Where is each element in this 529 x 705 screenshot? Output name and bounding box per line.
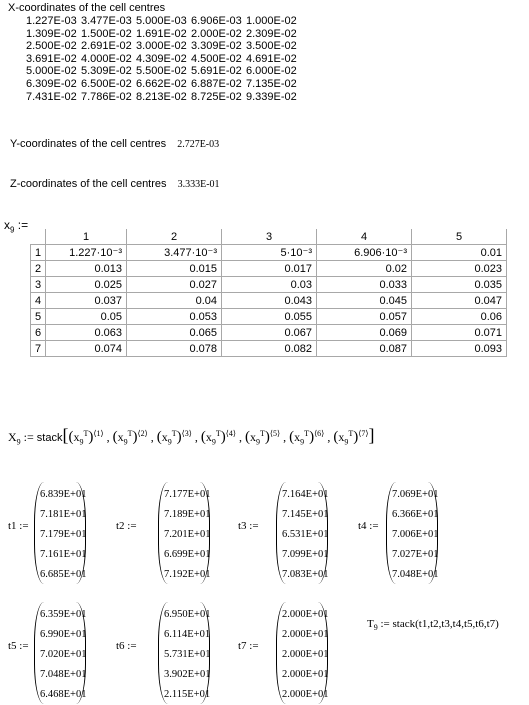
x-coord-value: 7.431E-02 (26, 90, 77, 103)
matrix-cell[interactable]: 0.071 (412, 325, 507, 341)
z-coordinates-title: Z-coordinates of the cell centres (10, 178, 167, 190)
matrix-cell[interactable]: 0.045 (317, 293, 412, 309)
vector-value: 6.685E+01 (40, 569, 87, 580)
matrix-cell[interactable]: 0.033 (317, 277, 412, 293)
matrix-cell[interactable]: 0.065 (127, 325, 222, 341)
vector-value: 7.006E+01 (392, 529, 439, 540)
vector-label: t5 := (8, 640, 29, 652)
x-coord-value: 3.000E-02 (136, 40, 187, 53)
matrix-row-header: 2 (31, 261, 46, 277)
matrix-cell[interactable]: 1.227·10⁻³ (46, 245, 127, 261)
x-coord-value: 3.477E-03 (81, 15, 132, 27)
matrix-row-header: 6 (31, 325, 46, 341)
matrix-row (31, 293, 507, 309)
vector-value: 7.189E+01 (164, 509, 211, 520)
vector-values (282, 485, 328, 585)
x-coord-value: 5.691E-02 (191, 65, 242, 78)
matrix-cell[interactable]: 0.017 (222, 261, 317, 277)
matrix-cell[interactable]: 0.078 (127, 341, 222, 357)
x-coord-value: 2.500E-02 (26, 40, 77, 53)
vector-value: 2.000E+01 (282, 689, 329, 700)
x-coord-value: 9.339E-02 (246, 90, 297, 103)
x9-matrix-table[interactable] (30, 229, 507, 357)
matrix-cell[interactable]: 0.035 (412, 277, 507, 293)
x-coord-value: 7.135E-02 (246, 77, 297, 90)
x-coord-value: 8.725E-02 (191, 90, 242, 103)
vector-value: 7.083E+01 (282, 569, 329, 580)
x-coord-value: 6.887E-02 (191, 77, 242, 90)
x9-stack-expression[interactable]: $X_9$ := $stack[(x_9^T)^{⟨1⟩}$ , $(x_9^T)^{⟨2⟩}$ , $(x_9^T)^{⟨3⟩}$ , $(x_9^T)^{⟨4⟩}$ , $(x_9^T)^{⟨5⟩}$ , $(x_9^T)^{⟨6⟩}$ , $(x_9^T)^{⟨7⟩}$] (8, 425, 375, 447)
matrix-row (31, 309, 507, 325)
matrix-cell[interactable]: 5·10⁻³ (222, 245, 317, 261)
matrix-col-header: 5 (412, 229, 507, 245)
x-coord-row (26, 53, 301, 66)
matrix-cell[interactable]: 0.015 (127, 261, 222, 277)
matrix-cell[interactable]: 0.01 (412, 245, 507, 261)
matrix-col-header: 2 (127, 229, 222, 245)
matrix-col-header: 1 (46, 229, 127, 245)
matrix-cell[interactable]: 0.05 (46, 309, 127, 325)
matrix-row (31, 325, 507, 341)
x-coord-value: 2.309E-02 (246, 27, 297, 40)
vector-values (164, 605, 210, 705)
vector-value: 6.531E+01 (282, 529, 329, 540)
vector-value: 7.145E+01 (282, 509, 329, 520)
vector-value: 7.048E+01 (392, 569, 439, 580)
vector-value: 2.000E+01 (282, 609, 329, 620)
x-coord-value: 7.786E-02 (81, 90, 132, 103)
matrix-cell[interactable]: 0.027 (127, 277, 222, 293)
x-coord-value: 1.309E-02 (26, 27, 77, 40)
matrix-row (31, 261, 507, 277)
x-coord-row (26, 28, 301, 41)
matrix-cell[interactable]: 0.023 (412, 261, 507, 277)
matrix-cell[interactable]: 3.477·10⁻³ (127, 245, 222, 261)
x-coord-value: 4.500E-02 (191, 52, 242, 65)
vector-value: 6.114E+01 (164, 629, 211, 640)
x-coord-value: 2.691E-02 (81, 40, 132, 53)
matrix-cell[interactable]: 0.06 (412, 309, 507, 325)
vector-label: t1 := (8, 520, 29, 532)
vector-value: 7.048E+01 (40, 669, 87, 680)
x-coordinates-title: X-coordinates of the cell centres (8, 2, 166, 14)
vector-value: 7.179E+01 (40, 529, 87, 540)
z-coordinates-line (10, 178, 220, 190)
vector-label: t7 := (238, 640, 259, 652)
vector-label: t4 := (358, 520, 379, 532)
x-coord-value: 3.500E-02 (246, 40, 297, 53)
vector-value: 6.699E+01 (164, 549, 211, 560)
vector-value: 6.366E+01 (392, 509, 439, 520)
y-coordinates-value: 2.727E-03 (177, 139, 220, 150)
vector-value: 7.164E+01 (282, 489, 329, 500)
y-coordinates-title: Y-coordinates of the cell centres (10, 138, 167, 150)
matrix-cell[interactable]: 0.013 (46, 261, 127, 277)
x9-matrix-label: $x_9$ := (4, 218, 29, 235)
x-coord-value: 8.213E-02 (136, 90, 187, 103)
x-coord-value: 6.500E-02 (81, 77, 132, 90)
matrix-cell[interactable]: 6.906·10⁻³ (317, 245, 412, 261)
vector-value: 6.950E+01 (164, 609, 211, 620)
matrix-row-header: 1 (31, 245, 46, 261)
matrix-cell[interactable]: 0.037 (46, 293, 127, 309)
x-coord-value: 5.000E-03 (136, 15, 187, 27)
x-coord-value: 2.000E-02 (191, 27, 242, 40)
vector-values (164, 485, 210, 585)
matrix-col-header: 3 (222, 229, 317, 245)
z-coordinates-value: 3.333E-01 (177, 179, 220, 190)
vector-value: 6.468E+01 (40, 689, 87, 700)
vector-label: t2 := (116, 520, 137, 532)
matrix-cell[interactable]: 0.02 (317, 261, 412, 277)
matrix-cell[interactable]: 0.082 (222, 341, 317, 357)
matrix-row (31, 277, 507, 293)
matrix-cell[interactable]: 0.03 (222, 277, 317, 293)
matrix-cell[interactable]: 0.025 (46, 277, 127, 293)
x-coord-row (26, 40, 301, 53)
x-coord-value: 1.000E-02 (246, 15, 297, 27)
x-coord-value: 1.691E-02 (136, 27, 187, 40)
matrix-row-header: 3 (31, 277, 46, 293)
matrix-cell[interactable]: 0.055 (222, 309, 317, 325)
matrix-cell[interactable]: 0.053 (127, 309, 222, 325)
x-coord-value: 3.309E-02 (191, 40, 242, 53)
matrix-cell[interactable]: 0.057 (317, 309, 412, 325)
matrix-cell[interactable]: 0.04 (127, 293, 222, 309)
matrix-cell[interactable]: 0.074 (46, 341, 127, 357)
vector-value: 2.000E+01 (282, 629, 329, 640)
vector-value: 2.000E+01 (282, 649, 329, 660)
y-coordinates-line (10, 138, 219, 150)
vector-value: 7.099E+01 (282, 549, 329, 560)
vector-values (392, 485, 438, 585)
x-coord-value: 5.000E-02 (26, 65, 77, 78)
matrix-cell[interactable]: 0.047 (412, 293, 507, 309)
x-coord-row (26, 78, 301, 91)
vector-values (40, 485, 86, 585)
matrix-cell[interactable]: 0.087 (317, 341, 412, 357)
vector-value: 2.115E+01 (164, 689, 211, 700)
matrix-cell[interactable]: 0.067 (222, 325, 317, 341)
vector-value: 6.839E+01 (40, 489, 87, 500)
vector-value: 7.161E+01 (40, 549, 87, 560)
matrix-cell[interactable]: 0.069 (317, 325, 412, 341)
vector-value: 7.027E+01 (392, 549, 439, 560)
x-coord-value: 1.227E-03 (26, 15, 77, 27)
x-coord-value: 6.000E-02 (246, 65, 297, 78)
vector-value: 7.181E+01 (40, 509, 87, 520)
x-coord-value: 1.500E-02 (81, 27, 132, 40)
vector-value: 2.000E+01 (282, 669, 329, 680)
vector-value: 3.902E+01 (164, 669, 211, 680)
x-coord-row (26, 91, 301, 104)
matrix-row-header: 7 (31, 341, 46, 357)
x-coord-value: 6.906E-03 (191, 15, 242, 27)
x-coord-row (26, 65, 301, 78)
x-coord-value: 5.309E-02 (81, 65, 132, 78)
vector-values (40, 605, 86, 705)
x-coord-value: 4.309E-02 (136, 52, 187, 65)
vector-label: t3 := (238, 520, 259, 532)
matrix-cell[interactable]: 0.043 (222, 293, 317, 309)
vector-values (282, 605, 328, 705)
x-coord-value: 6.662E-02 (136, 77, 187, 90)
vector-value: 7.192E+01 (164, 569, 211, 580)
matrix-row-header: 4 (31, 293, 46, 309)
x-coord-value: 3.691E-02 (26, 52, 77, 65)
x-coord-value: 6.309E-02 (26, 77, 77, 90)
matrix-cell[interactable]: 0.063 (46, 325, 127, 341)
matrix-corner (31, 229, 46, 245)
vector-value: 5.731E+01 (164, 649, 211, 660)
vector-value: 7.177E+01 (164, 489, 211, 500)
vector-value: 7.201E+01 (164, 529, 211, 540)
vector-value: 7.069E+01 (392, 489, 439, 500)
matrix-col-header: 4 (317, 229, 412, 245)
vector-value: 7.020E+01 (40, 649, 87, 660)
x-coord-row (26, 15, 301, 28)
matrix-cell[interactable]: 0.093 (412, 341, 507, 357)
t9-stack-expression[interactable]: $T_9$ := stack(t1,t2,t3,t4,t5,t6,t7) (367, 618, 499, 633)
vector-label: t6 := (116, 640, 137, 652)
x-coord-value: 4.691E-02 (246, 52, 297, 65)
x-coordinates-table (26, 15, 301, 103)
x-coord-value: 4.000E-02 (81, 52, 132, 65)
matrix-row (31, 341, 507, 357)
vector-value: 6.990E+01 (40, 629, 87, 640)
matrix-row-header: 5 (31, 309, 46, 325)
vector-value: 6.359E+01 (40, 609, 87, 620)
x-coord-value: 5.500E-02 (136, 65, 187, 78)
matrix-row (31, 245, 507, 261)
